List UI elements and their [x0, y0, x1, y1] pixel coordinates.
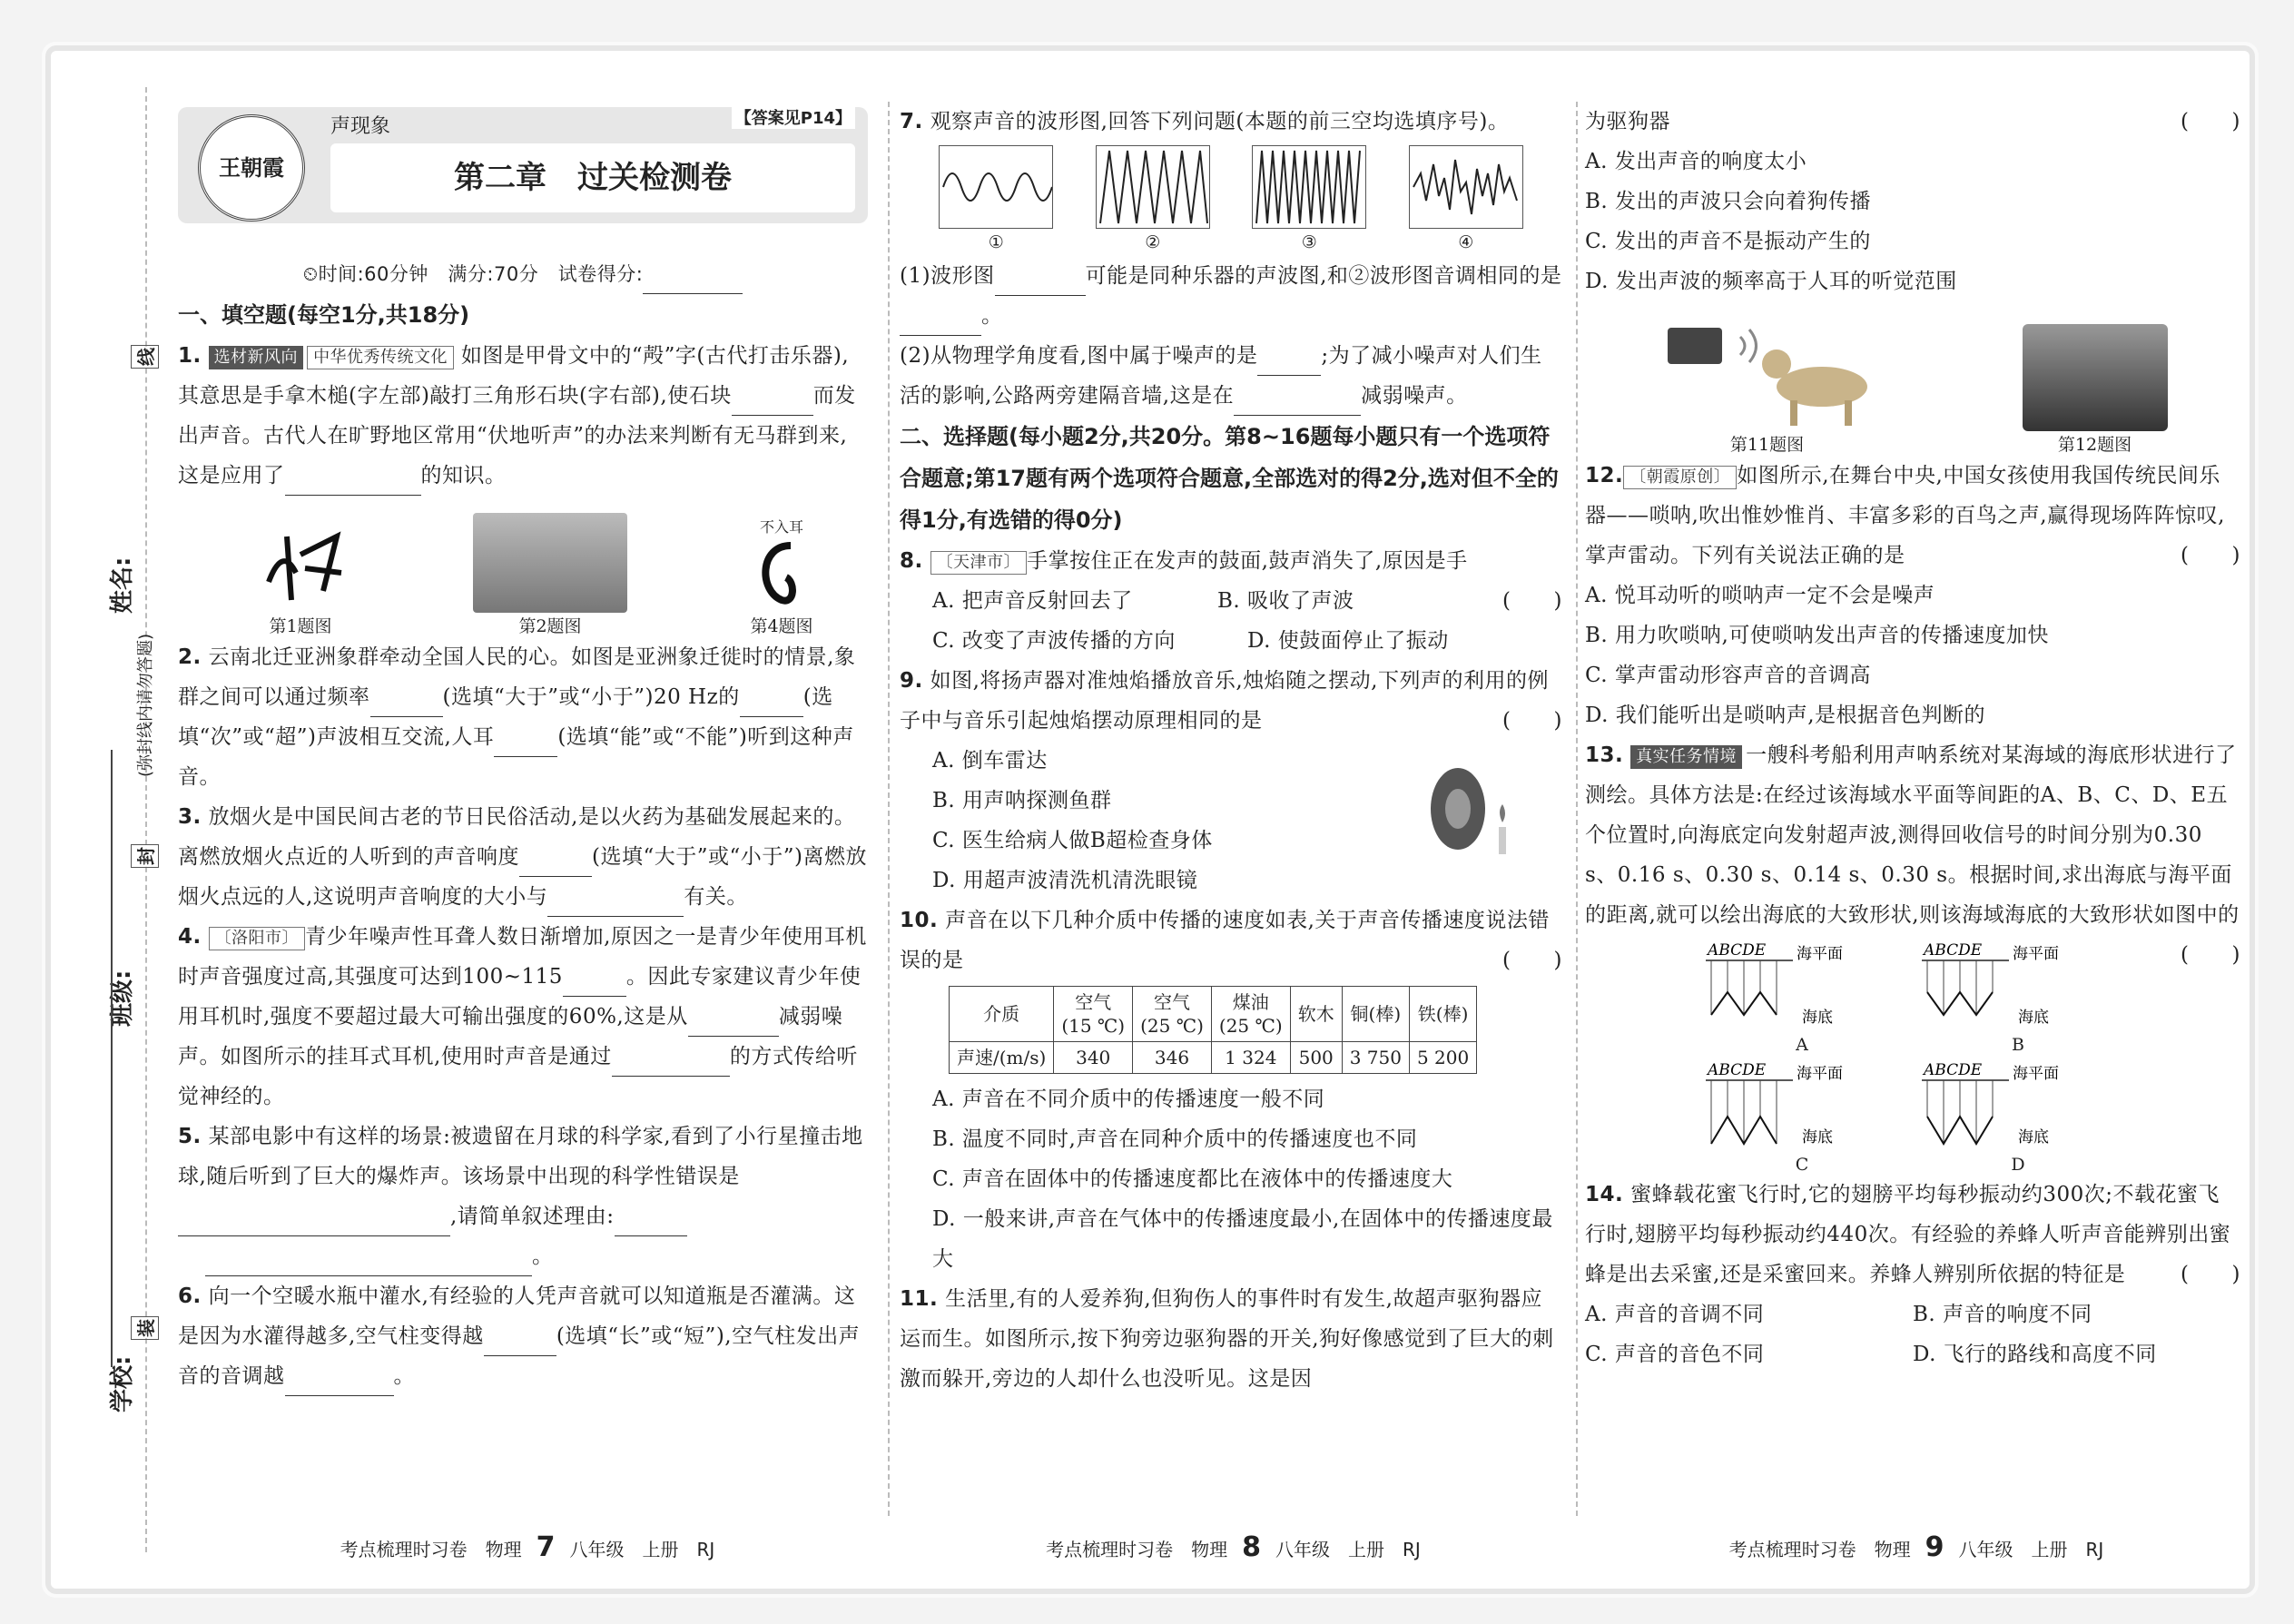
- q7-number: 7.: [900, 110, 923, 133]
- q4-number: 4.: [178, 925, 202, 949]
- waveform-4: [1409, 145, 1523, 229]
- q3-number: 3.: [178, 805, 202, 829]
- table-cell: 1 324: [1211, 1042, 1290, 1074]
- q2-blank3[interactable]: [494, 729, 557, 757]
- q8-option-c[interactable]: C. 改变了声波传播的方向: [932, 629, 1176, 653]
- q12-number: 12.: [1585, 464, 1624, 487]
- question-9: [900, 661, 1562, 741]
- table-cell: 500: [1290, 1042, 1342, 1074]
- figures-row-2: [1585, 301, 2240, 456]
- q4-tag: 〔洛阳市〕: [209, 927, 306, 950]
- sea-level-label: 海平面: [2013, 945, 2060, 963]
- waveform-3: [1252, 145, 1366, 229]
- seabed-label: 海底: [2018, 1128, 2050, 1147]
- waveform-1: [939, 145, 1053, 229]
- class-label: 班级:: [109, 969, 136, 1027]
- q14-option-c[interactable]: C. 声音的音色不同: [1585, 1343, 1765, 1366]
- seafloor-option-label: C: [1795, 1155, 1809, 1175]
- q11-option-c[interactable]: C. 发出的声音不是振动产生的: [1585, 230, 1871, 253]
- q6-text3: 。: [393, 1364, 415, 1388]
- table-header-cell: 铁(棒): [1409, 987, 1476, 1042]
- q11-text1: 生活里,有的人爱养狗,但狗伤人的事件时有发生,故超声驱狗器应运而生。如图所示,按下狗旁边驱狗器的开关,狗好像感觉到了巨大的刺激而躲开,旁边的人却什么也没听见。这是因: [900, 1287, 1554, 1391]
- q12-text: 如图所示,在舞台中央,中国女孩使用我国传统民间乐器——唢呐,吹出惟妙惟肖、丰富多彩的百鸟之声,赢得现场阵阵惊叹,掌声雷动。下列有关说法正确的是: [1585, 464, 2225, 567]
- q8-text: 手掌按住正在发声的鼓面,鼓声消失了,原因是手: [1027, 549, 1468, 573]
- score-blank[interactable]: [643, 266, 743, 294]
- table-header-cell: 空气 (15 ℃): [1054, 987, 1133, 1042]
- q4-text1: 青少年噪声性耳聋人数日渐增加,原因之一是青少年使用耳机时声音强度过高,其强度可达到100~115: [178, 925, 867, 989]
- table-header-cell: 铜(棒): [1342, 987, 1409, 1042]
- footer-7-pre: 考点梳理时习卷 物理: [340, 1539, 522, 1560]
- q8-option-a[interactable]: A. 把声音反射回去了: [932, 589, 1133, 613]
- q7-blank2[interactable]: [900, 308, 981, 336]
- station-letters: ABCDE: [1708, 941, 1767, 960]
- question-5: [178, 1117, 868, 1276]
- table-header-cell: 空气 (25 ℃): [1133, 987, 1212, 1042]
- q2-blank2[interactable]: [740, 689, 803, 717]
- table-cell: 3 750: [1342, 1042, 1409, 1074]
- q8-options-row-1: [900, 581, 1502, 621]
- column-page-8: [900, 51, 1567, 1589]
- q10-option-a[interactable]: A. 声音在不同介质中的传播速度一般不同: [932, 1088, 1325, 1111]
- table-header-cell: 煤油 (25 ℃): [1211, 987, 1290, 1042]
- school-label: 学校:: [109, 1355, 136, 1412]
- fig12-caption: 第12题图: [2057, 435, 2132, 455]
- seafloor-option[interactable]: [1694, 940, 1910, 1055]
- q14-option-d[interactable]: D. 飞行的路线和高度不同: [1913, 1343, 2157, 1366]
- waveform-2: [1096, 145, 1210, 229]
- logo-text: 王朝霞: [219, 154, 284, 181]
- seafloor-option[interactable]: [1694, 1060, 1910, 1175]
- fig4: [750, 516, 813, 637]
- q4-blank1[interactable]: [563, 969, 626, 997]
- waveforms-row: [900, 142, 1562, 256]
- q13-text: 一艘科考船利用声呐系统对某海域的海底形状进行了测绘。具体方法是:在经过该海域水平面等间距的A、B、C、D、E五个位置时,向海底定向发射超声波,测得回收信号的时间分别为0.30 s、0.16 s、0.30 s、0.14 s、0.30 s。根据时间,求出海底与海平面的距离,就可以绘出海底的大致形状,则该海域海底的大致形状如图中的: [1585, 743, 2240, 927]
- q8-number: 8.: [900, 549, 923, 573]
- q14-answer-paren[interactable]: ( ): [2181, 1263, 2240, 1286]
- q2-number: 2.: [178, 645, 202, 669]
- field-lines: [111, 750, 113, 1367]
- q7-s1-text3: 。: [981, 304, 1003, 328]
- q1-number: 1.: [178, 344, 202, 368]
- seafloor-diagram: [1702, 1060, 1902, 1151]
- q12-option-c[interactable]: C. 掌声雷动形容声音的音调高: [1585, 664, 1871, 687]
- q13-tag: 真实任务情境: [1630, 745, 1742, 769]
- q1-text2: 而发出声音。古代人在旷野地区常用“伏地听声”的办法来判断有无马群到来,这是应用了: [178, 384, 856, 487]
- footer-9-pre: 考点梳理时习卷 物理: [1728, 1539, 1911, 1560]
- table-cell: 声速/(m/s): [950, 1042, 1054, 1074]
- footer-8-post: 八年级 上册 RJ: [1275, 1539, 1421, 1560]
- station-letters: ABCDE: [1708, 1061, 1767, 1079]
- page-number-7: 7: [536, 1531, 556, 1563]
- sea-level-label: 海平面: [1797, 1065, 1843, 1083]
- q12-option-d[interactable]: D. 我们能听出是唢呐声,是根据音色判断的: [1585, 704, 1986, 727]
- question-1: [178, 336, 868, 496]
- q14-options-row-1: [1585, 1294, 2240, 1334]
- q8-option-b[interactable]: B. 吸收了声波: [1217, 589, 1354, 613]
- column-page-7: [178, 51, 877, 1589]
- q6-blank1[interactable]: [484, 1328, 556, 1356]
- q14-option-b[interactable]: B. 声音的响度不同: [1913, 1303, 2092, 1326]
- question-13: [1585, 735, 2240, 967]
- table-cell: 346: [1133, 1042, 1212, 1074]
- footer-8-pre: 考点梳理时习卷 物理: [1046, 1539, 1228, 1560]
- footer-page-8: [900, 1531, 1567, 1563]
- fig2-caption: 第2题图: [518, 616, 582, 636]
- table-cell: 340: [1054, 1042, 1133, 1074]
- q11-answer-paren[interactable]: ( ): [2181, 110, 2240, 133]
- question-14: [1585, 1175, 2240, 1294]
- publisher-logo: [198, 114, 305, 221]
- q7-s2-text2: ;为了减小噪声对人们生活的影响,公路两旁建隔音墙,这是在: [900, 344, 1542, 408]
- exam-meta: ⏲时间:60分钟 满分:70分 试卷得分:: [302, 263, 644, 285]
- q12-option-a[interactable]: A. 悦耳动听的唢呐声一定不会是噪声: [1585, 584, 1935, 607]
- q2-text3: (选填“次”或“超”)声波相互交流,人耳: [178, 685, 833, 749]
- seabed-label: 海底: [2018, 1009, 2050, 1027]
- waveform-4-label: ④: [1458, 232, 1474, 252]
- fig2: [473, 513, 627, 637]
- seafloor-diagram: [1918, 940, 2118, 1031]
- q3-blank1[interactable]: [519, 849, 592, 877]
- figures-row-1: [178, 496, 868, 637]
- q10-option-d[interactable]: D. 一般来讲,声音在气体中的传播速度最小,在固体中的传播速度最大: [932, 1207, 1553, 1271]
- q10-option-c[interactable]: C. 声音在固体中的传播速度都比在液体中的传播速度大: [932, 1167, 1453, 1191]
- seabed-label: 海底: [1802, 1009, 1833, 1027]
- seabed-profile: [1927, 992, 1993, 1015]
- seal-mid-mark: 封: [131, 844, 159, 868]
- q5-text1: 某部电影中有这样的场景:被遗留在月球的科学家,看到了小行星撞击地球,随后听到了巨大的爆炸声。该场景中出现的科学性错误是: [178, 1125, 863, 1188]
- q9-options: [900, 741, 1562, 901]
- q11-text2: 为驱狗器: [1585, 110, 1670, 133]
- q10-answer-paren[interactable]: ( ): [1502, 949, 1562, 972]
- q12-option-b[interactable]: B. 用力吹唢呐,可使唢呐发出声音的传播速度加快: [1585, 624, 2049, 647]
- q1-text3: 的知识。: [420, 464, 507, 487]
- q3-text1: 放烟火是中国民间古老的节日民俗活动,是以火药为基础发展起来的。离燃放烟火点近的人听到的声音响度: [178, 805, 856, 869]
- q8-answer-paren[interactable]: ( ): [1502, 589, 1562, 613]
- topic-label: 声现象: [330, 115, 391, 138]
- q7-s1-text1: (1)波形图: [900, 264, 995, 288]
- seabed-label: 海底: [1802, 1128, 1833, 1147]
- q9-option-c[interactable]: C. 医生给病人做B超检查身体: [932, 829, 1213, 852]
- q11-option-a[interactable]: A. 发出声音的响度太小: [1585, 150, 1807, 173]
- q4-text2: 。因此专家建议青少年使用耳机时,强度不要超过最大可输出强度的60%,这是从: [178, 965, 861, 1029]
- question-11: [900, 1279, 1562, 1399]
- q14-option-a[interactable]: A. 声音的音调不同: [1585, 1303, 1765, 1326]
- stage-photo: [2023, 324, 2168, 431]
- q10-number: 10.: [900, 909, 939, 932]
- table-header-row: [950, 987, 1477, 1042]
- q12-answer-paren[interactable]: ( ): [2181, 544, 2240, 567]
- q4-text4: 的方式传给听觉神经的。: [178, 1045, 858, 1108]
- q9-option-d[interactable]: D. 用超声波清洗机清洗眼镜: [932, 869, 1198, 892]
- q4-text3: 减弱噪声。如图所示的挂耳式耳机,使用时声音是通过: [178, 1005, 843, 1068]
- footer-9-post: 八年级 上册 RJ: [1958, 1539, 2104, 1560]
- seafloor-option-label: B: [2012, 1035, 2025, 1055]
- q6-text2: (选填“长”或“短”),空气柱发出声音的音调越: [178, 1324, 861, 1388]
- page-number-8: 8: [1242, 1531, 1262, 1563]
- waveform-1-label: ①: [988, 232, 1004, 252]
- q11-number: 11.: [900, 1287, 939, 1311]
- q1-blank1[interactable]: [732, 388, 813, 416]
- question-12: [1585, 456, 2240, 576]
- q7-s2-text1: (2)从物理学角度看,图中属于噪声的是: [900, 344, 1258, 368]
- q9-answer-paren[interactable]: ( ): [1502, 709, 1562, 733]
- binding-strip: [103, 51, 158, 1589]
- q1-tag: 选材新风向: [209, 346, 304, 369]
- q8-option-d[interactable]: D. 使鼓面停止了振动: [1247, 629, 1449, 653]
- column-divider-2: [1576, 102, 1578, 1516]
- footer-7-post: 八年级 上册 RJ: [569, 1539, 715, 1560]
- sound-speed-table: [949, 986, 1477, 1074]
- dog-repeller-figure: [1659, 319, 1876, 428]
- q9-option-b[interactable]: B. 用声呐探测鱼群: [932, 789, 1112, 812]
- fig11: [1659, 319, 1876, 456]
- q4-blank3[interactable]: [612, 1048, 730, 1077]
- q10-text: 声音在以下几种介质中传播的速度如表,关于声音传播速度说法错误的是: [900, 909, 1550, 972]
- table-header-cell: 软木: [1290, 987, 1342, 1042]
- q4-blank2[interactable]: [688, 1009, 779, 1037]
- waveform-2-label: ②: [1145, 232, 1161, 252]
- seal-line-mark: 线: [131, 345, 159, 369]
- station-letters: ABCDE: [1924, 941, 1983, 960]
- q11-option-b[interactable]: B. 发出的声波只会向着狗传播: [1585, 190, 1872, 213]
- q13-answer-paren[interactable]: ( ): [2181, 943, 2240, 967]
- question-7-part-1: [900, 256, 1562, 336]
- q14-options-row-2: [1585, 1334, 2240, 1374]
- q8-tag: 〔天津市〕: [930, 551, 1028, 575]
- q13-number: 13.: [1585, 743, 1624, 767]
- station-letters: ABCDE: [1924, 1061, 1983, 1079]
- question-2: [178, 637, 868, 797]
- q1-text1: 如图是甲骨文中的“殸”字(古代打击乐器),其意思是手拿木槌(字左部)敲打三角形石块(字右部),使石块: [178, 344, 850, 408]
- seal-cut-mark: 装: [131, 1316, 159, 1340]
- question-6: [178, 1276, 868, 1396]
- seafloor-option[interactable]: [1910, 1060, 2126, 1175]
- footer-page-7: [178, 1531, 877, 1563]
- q2-blank1[interactable]: [370, 689, 443, 717]
- q8-options-row-2: [900, 621, 1562, 661]
- fig4-caption: 第4题图: [750, 616, 813, 636]
- q12-tag: 〔朝霞原创〕: [1623, 466, 1737, 489]
- seal-note: (弥封线内请勿答题): [136, 633, 155, 777]
- seafloor-option[interactable]: [1910, 940, 2126, 1055]
- q7-blank4[interactable]: [1234, 388, 1361, 416]
- q6-text1: 向一个空暖水瓶中灌水,有经验的人凭声音就可以知道瓶是否灌满。这是因为水灌得越多,空气柱变得越: [178, 1284, 856, 1348]
- fig1-caption: 第1题图: [269, 616, 332, 636]
- q1-blank2[interactable]: [285, 468, 421, 496]
- q14-number: 14.: [1585, 1183, 1624, 1206]
- waveform-3-label: ③: [1301, 232, 1317, 252]
- fig11-caption: 第11题图: [1729, 435, 1805, 455]
- chapter-header: [178, 107, 868, 223]
- q5-number: 5.: [178, 1125, 202, 1148]
- q7-text: 观察声音的波形图,回答下列问题(本题的前三空均选填序号)。: [930, 110, 1510, 133]
- seafloor-diagram: [1702, 940, 1902, 1031]
- q6-blank2[interactable]: [285, 1368, 394, 1396]
- question-4: [178, 917, 868, 1117]
- seafloor-option-label: A: [1796, 1035, 1808, 1055]
- q2-text1: 云南北迁亚洲象群牵动全国人民的心。如图是亚洲象迁徙时的情景,象群之间可以通过频率: [178, 645, 856, 709]
- q2-text2: (选填“大于”或“小于”)20 Hz的: [442, 685, 740, 709]
- q7-blank1[interactable]: [995, 268, 1086, 296]
- q3-text2: (选填“大于”或“小于”)离燃放烟火点远的人,这说明声音响度的大小与: [178, 845, 867, 909]
- section-2-title: 二、选择题(每小题2分,共20分。第8~16题每小题只有一个选项符合题意;第17题有两个选项符合题意,全部选对的得2分,选对但不全的得1分,有选错的得0分): [900, 424, 1559, 533]
- q3-text3: 有关。: [684, 885, 748, 909]
- q5-blank3[interactable]: [205, 1248, 532, 1276]
- q7-s2-text3: 减弱噪声。: [1361, 384, 1468, 408]
- question-10: [900, 901, 1562, 980]
- q11-option-d[interactable]: D. 发出声波的频率高于人耳的听觉范围: [1585, 270, 1957, 293]
- chapter-title: 第二章 过关检测卷: [330, 143, 855, 212]
- seafloor-diagram: [1918, 1060, 2118, 1151]
- ear-label: 不入耳: [759, 518, 803, 536]
- fig12: [2023, 324, 2168, 456]
- elephants-photo: [473, 513, 627, 613]
- section-1-title: 一、填空题(每空1分,共18分): [178, 302, 470, 328]
- sea-level-label: 海平面: [2013, 1065, 2060, 1083]
- q3-blank2[interactable]: [547, 889, 684, 917]
- answer-ref: 【答案见P14】: [732, 105, 855, 129]
- exam-sheet: [51, 51, 2250, 1589]
- speaker-candle-figure: [1417, 759, 1535, 868]
- q5-blank2[interactable]: [615, 1208, 687, 1236]
- column-divider-1: [888, 102, 890, 1516]
- table-header-cell: 介质: [950, 987, 1054, 1042]
- column-page-9: [1585, 51, 2248, 1589]
- q7-s1-text2: 可能是同种乐器的声波图,和②波形图音调相同的是: [1085, 264, 1562, 288]
- q7-blank3[interactable]: [1257, 348, 1321, 376]
- q9-option-a[interactable]: A. 倒车雷达: [932, 749, 1048, 773]
- seabed-profile: [1927, 1117, 1993, 1144]
- table-cell: 5 200: [1409, 1042, 1476, 1074]
- question-7-part-2: [900, 336, 1562, 416]
- q14-text: 蜜蜂载花蜜飞行时,它的翅膀平均每秒振动约300次;不载花蜜飞行时,翅膀平均每秒振动约440次。有经验的养蜂人听声音能辨别出蜜蜂是出去采蜜,还是采蜜回来。养蜂人辨别所依据的特征是: [1585, 1183, 2231, 1286]
- q2-text4: (选填“能”或“不能”)听到这种声音。: [178, 725, 854, 789]
- name-label: 姓名:: [109, 556, 136, 614]
- q6-number: 6.: [178, 1284, 202, 1308]
- oracle-bone-glyph: [251, 518, 350, 609]
- q5-text2: ,请简单叙述理由:: [450, 1205, 615, 1228]
- table-row: [950, 1042, 1477, 1074]
- page-number-9: 9: [1925, 1531, 1944, 1563]
- q5-blank1[interactable]: [178, 1208, 450, 1236]
- q5-text3: 。: [532, 1245, 554, 1268]
- earphone-icon: [750, 536, 813, 609]
- footer-page-9: [1585, 1531, 2248, 1563]
- sea-level-label: 海平面: [1797, 945, 1843, 963]
- q9-number: 9.: [900, 669, 923, 693]
- q1-tag2: 中华优秀传统文化: [307, 346, 454, 369]
- fig1: [251, 518, 350, 637]
- q9-text: 如图,将扬声器对准烛焰播放音乐,烛焰随之摆动,下列声的利用的例子中与音乐引起烛焰摆动原理相同的是: [900, 669, 1549, 733]
- seafloor-option-label: D: [2011, 1155, 2025, 1175]
- q10-option-b[interactable]: B. 温度不同时,声音在同种介质中的传播速度也不同: [932, 1127, 1418, 1151]
- question-7: [900, 102, 1562, 142]
- seafloor-options: [1585, 935, 2181, 1175]
- question-11-cont: [1585, 102, 2240, 142]
- question-3: [178, 797, 868, 917]
